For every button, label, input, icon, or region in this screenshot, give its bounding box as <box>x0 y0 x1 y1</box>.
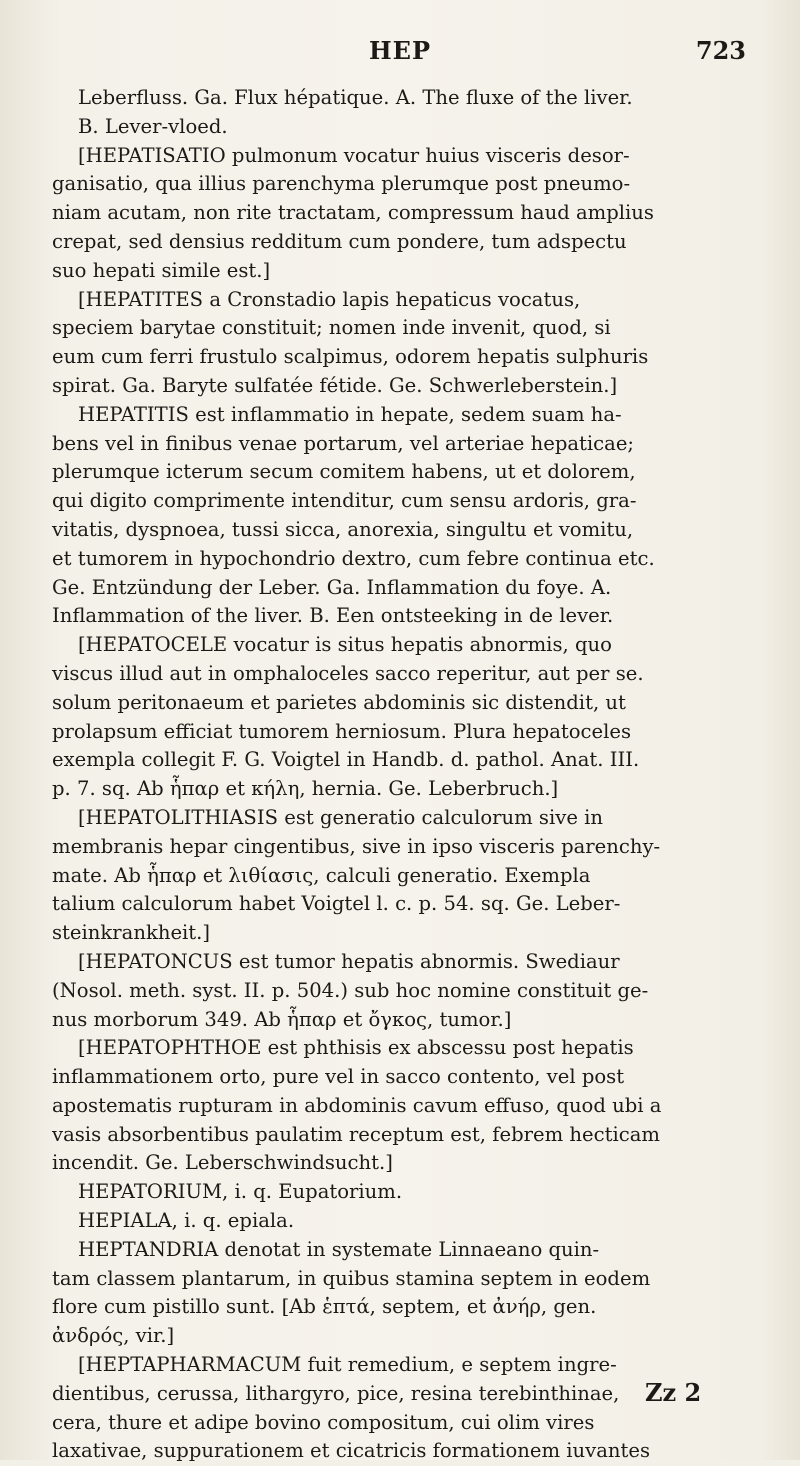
text-line: ganisatio, qua illius parenchyma plerumque post pneumo- <box>52 172 631 196</box>
text-line: apostematis rupturam in abdominis cavum effuso, quod ubi a <box>52 1093 662 1117</box>
text-line: eum cum ferri frustulo scalpimus, odorem hepatis sulphuris <box>52 345 649 369</box>
text-line: mate. Ab ἧπαρ et λιθίασις, calculi generatio. Exempla <box>52 863 591 887</box>
text-line: HEPTANDRIA denotat in systemate Linnaeano quin- <box>78 1237 600 1261</box>
text-line: plerumque icterum secum comitem habens, ut et dolorem, <box>52 460 636 484</box>
dictionary-entries <box>52 84 767 1466</box>
text-line: bens vel in finibus venae portarum, vel arteriae hepaticae; <box>52 431 635 455</box>
text-line: HEPATORIUM, i. q. Eupatorium. <box>78 1180 403 1204</box>
signature-mark: Zz 2 <box>645 1378 702 1407</box>
text-line: (Nosol. meth. syst. II. p. 504.) sub hoc nomine constituit ge- <box>52 978 649 1002</box>
text-line: suo hepati simile est.] <box>52 258 271 282</box>
text-line: prolapsum efficiat tumorem herniosum. Plura hepatoceles <box>52 719 632 743</box>
text-line: incendit. Ge. Leberschwindsucht.] <box>52 1151 393 1175</box>
page-header <box>40 36 760 70</box>
text-line: cera, thure et adipe bovino compositum, cui olim vires <box>52 1410 595 1434</box>
text-line: vitatis, dyspnoea, tussi sicca, anorexia, singultu et vomitu, <box>52 517 634 541</box>
text-line: [HEPATITES a Cronstadio lapis hepaticus vocatus, <box>78 287 581 311</box>
text-line: nus morborum 349. Ab ἧπαρ et ὄγκος, tumor.] <box>52 1007 512 1031</box>
text-line: HEPATITIS est inflammatio in hepate, sedem suam ha- <box>78 402 622 426</box>
text-line: steinkrankheit.] <box>52 921 211 945</box>
text-line: [HEPATOLITHIASIS est generatio calculorum sive in <box>78 805 604 829</box>
text-line: flore cum pistillo sunt. [Ab ἑπτά, septem, et ἀνήρ, gen. <box>52 1295 597 1319</box>
page-number: 723 <box>695 36 746 65</box>
text-line: vasis absorbentibus paulatim receptum est, febrem hecticam <box>52 1122 660 1146</box>
text-line: viscus illud aut in omphaloceles sacco reperitur, aut per se. <box>52 661 644 685</box>
text-line: [HEPTAPHARMACUM fuit remedium, e septem ingre- <box>78 1353 617 1377</box>
text-line: Leberfluss. Ga. Flux hépatique. A. The fluxe of the liver. <box>78 86 633 109</box>
text-line: crepat, sed densius redditum cum pondere, tum adspectu <box>52 229 627 253</box>
text-line: [HEPATOCELE vocatur is situs hepatis abnormis, quo <box>78 633 612 657</box>
text-line: exempla collegit F. G. Voigtel in Handb. d. pathol. Anat. III. <box>52 748 640 772</box>
text-line: HEPIALA, i. q. epiala. <box>78 1209 295 1233</box>
text-line: p. 7. sq. Ab ἧπαρ et κήλη, hernia. Ge. Leberbruch.] <box>52 777 559 801</box>
text-line: speciem barytae constituit; nomen inde invenit, quod, si <box>52 316 611 340</box>
running-head: HEP <box>368 36 431 65</box>
text-line: inflammationem orto, pure vel in sacco contento, vel post <box>52 1065 625 1089</box>
text-line: dientibus, cerussa, lithargyro, pice, resina terebinthinae, <box>52 1381 620 1405</box>
text-line: Inflammation of the liver. B. Een ontsteeking in de lever. <box>52 604 614 628</box>
text-line: laxativae, suppurationem et cicatricis formationem iuvantes <box>52 1439 651 1463</box>
text-line: et tumorem in hypochondrio dextro, cum febre continua etc. <box>52 546 655 570</box>
text-line: [HEPATONCUS est tumor hepatis abnormis. Swediaur <box>78 949 620 973</box>
text-line: [HEPATISATIO pulmonum vocatur huius visceris desor- <box>78 143 630 167</box>
text-line: B. Lever-vloed. <box>78 114 228 138</box>
text-line: niam acutam, non rite tractatam, compressum haud amplius <box>52 201 654 225</box>
text-line: ἀνδρός, vir.] <box>52 1324 175 1348</box>
text-line: tam classem plantarum, in quibus stamina septem in eodem <box>52 1266 651 1290</box>
text-line: talium calculorum habet Voigtel l. c. p. 54. sq. Ge. Leber- <box>52 892 621 916</box>
text-line: membranis hepar cingentibus, sive in ipso visceris parenchy- <box>52 834 661 858</box>
text-line: solum peritonaeum et parietes abdominis sic distendit, ut <box>52 690 626 714</box>
text-line: qui digito comprimente intenditur, cum sensu ardoris, gra- <box>52 489 637 513</box>
text-line: Ge. Entzündung der Leber. Ga. Inflammation du foye. A. <box>52 575 612 599</box>
text-line: [HEPATOPHTHOE est phthisis ex abscessu post hepatis <box>78 1036 634 1060</box>
text-line: spirat. Ga. Baryte sulfatée fétide. Ge. Schwerleberstein.] <box>52 373 618 397</box>
